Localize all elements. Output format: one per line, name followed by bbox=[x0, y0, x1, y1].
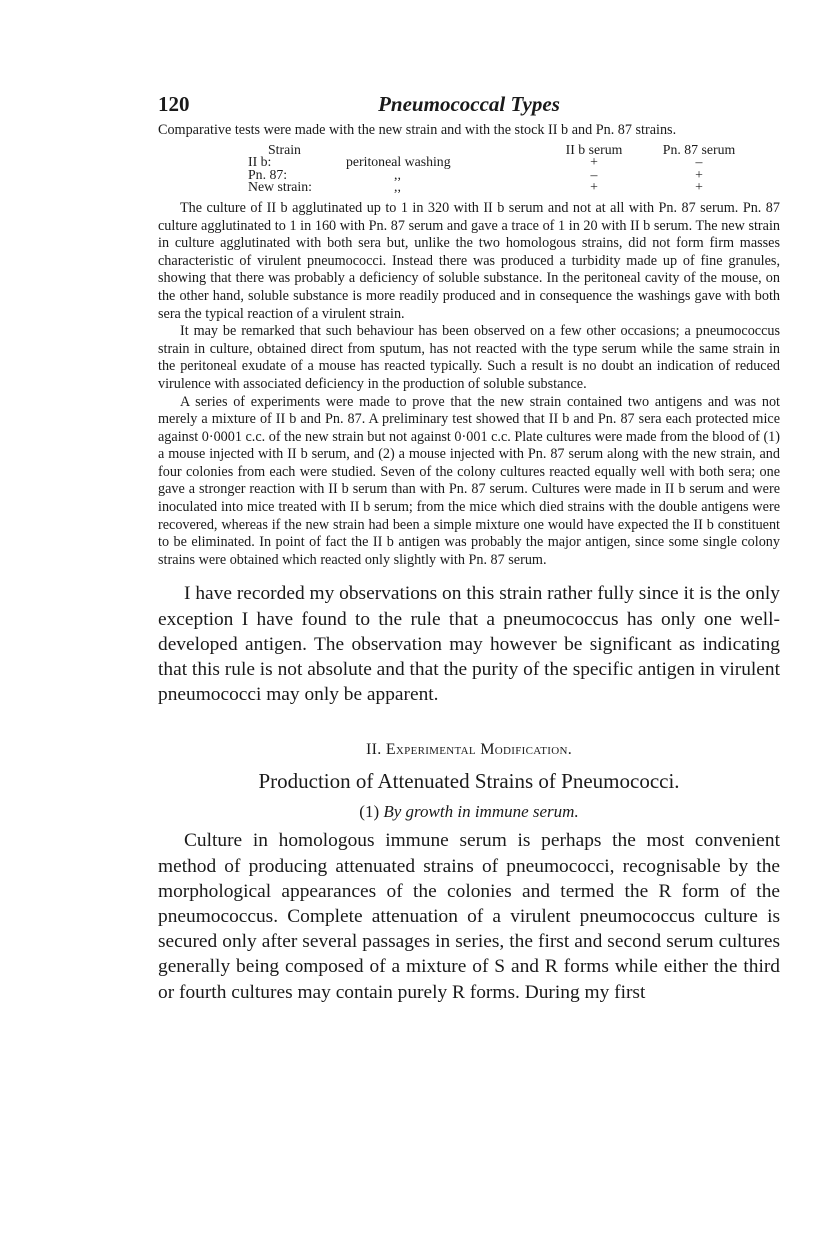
table-header-row bbox=[248, 144, 754, 157]
table-row bbox=[248, 156, 754, 169]
table-cell: + bbox=[695, 166, 703, 182]
table-header-cell: Pn. 87 serum bbox=[662, 141, 736, 157]
table-cell: II b: bbox=[248, 154, 272, 170]
section-subtitle: Production of Attenuated Strains of Pneumococci. bbox=[258, 769, 680, 794]
small-text-block bbox=[158, 122, 780, 569]
body-paragraph: It may be remarked that such behaviour has been observed on a few other occasions; a pneumococcus strain in culture, obtained direct from sputum, has not reacted with the type serum while the same strain in the peritoneal exudate of a mouse has reacted typically. Such a result is no doubt an indication of reduced virulence with associated deficiency in the production of soluble substance. bbox=[158, 323, 780, 392]
large-text-block bbox=[158, 581, 780, 707]
running-title: Pneumococcal Types bbox=[378, 92, 560, 116]
subsection-heading bbox=[158, 802, 780, 822]
table-cell: Pn. 87: bbox=[248, 166, 288, 182]
section-title: Experimental Modification. bbox=[385, 741, 573, 759]
intro-paragraph: Comparative tests were made with the new strain and with the stock II b and Pn. 87 strains. bbox=[158, 122, 677, 138]
table-cell: New strain: bbox=[248, 179, 312, 195]
table-header-cell: II b serum bbox=[565, 141, 623, 157]
strain-table bbox=[248, 141, 754, 195]
table-cell: + bbox=[695, 179, 703, 195]
body-paragraph: A series of experiments were made to prove that the new strain contained two antigens and was not merely a mixture of II b and Pn. 87. A preliminary test showed that II b and Pn. 87 sera each protected mice against 0·0001 c.c. of the new strain but not against 0·001 c.c. Plate cultures were made from the blood of (1) a mouse injected with II b serum, and (2) a mouse injected with Pn. 87 serum along with the new strain, and four colonies from each were studied. Seven of the colony cultures reacted equally well with both sera; one gave a stronger reaction with II b serum than with Pn. 87 serum. Cultures were made in II b serum and were inoculated into mice treated with II b serum; from the mice which died strains with the double antigens were recovered, whereas if the new strain had been a simple mixture one would have expected the II b constituent to be eliminated. In point of fact the II b antigen was probably the major antigen, since some single colony strains were obtained which reacted only slightly with Pn. 87 serum. bbox=[158, 393, 780, 568]
table-header-cell: Strain bbox=[268, 141, 301, 157]
table-cell: + bbox=[590, 179, 598, 195]
final-text-block bbox=[158, 828, 780, 1004]
body-paragraph: Culture in homologous immune serum is perhaps the most convenient method of producing attenuated strains of pneumococci, recognisable by the morphological appearances of the colonies and termed the R form of the pneumococcus. Complete attenuation of a virulent pneumococcus culture is secured only after several passages in series, the first and second serum cultures generally being composed of a mixture of S and R forms while either the third or fourth cultures may contain purely R forms. During my first bbox=[158, 830, 780, 1003]
page bbox=[158, 90, 780, 1005]
section-heading bbox=[158, 741, 780, 759]
table-cell: – bbox=[695, 154, 703, 170]
table-cell: ,, bbox=[394, 179, 401, 195]
table-row bbox=[248, 181, 754, 194]
table-cell: – bbox=[590, 166, 598, 182]
table-cell: ,, bbox=[394, 166, 401, 182]
section-numeral: II. bbox=[365, 741, 382, 759]
table-cell: + bbox=[590, 154, 598, 170]
page-header bbox=[158, 90, 780, 122]
subsection-number: (1) bbox=[359, 802, 380, 822]
table-row bbox=[248, 169, 754, 182]
body-paragraph: I have recorded my observations on this strain rather fully since it is the only exception I have found to the rule that a pneumococcus has only one well-developed antigen. The observation may however be significant as indicating that this rule is not absolute and that the purity of the specific antigen in virulent pneumococci may only be apparent. bbox=[158, 583, 780, 706]
table-cell: peritoneal washing bbox=[346, 154, 451, 170]
page-number: 120 bbox=[158, 92, 190, 116]
body-paragraph: The culture of II b agglutinated up to 1 in 320 with II b serum and not at all with Pn. 87 serum. Pn. 87 culture agglutinated to 1 in 160 with Pn. 87 serum and gave a trace of 1 in 20 with II b serum. The new strain in culture agglutinated with both sera but, unlike the two homologous strains, did not form firm masses characteristic of virulent pneumococci. Instead there was produced a turbidity made up of fine granules, showing that there was probably a deficiency of soluble substance. In the peritoneal cavity of the mouse, on the other hand, soluble substance is more readily produced and in consequence the washings gave with both sera the typical reaction of a virulent strain. bbox=[158, 199, 780, 322]
subsection-title: By growth in immune serum. bbox=[383, 802, 579, 822]
